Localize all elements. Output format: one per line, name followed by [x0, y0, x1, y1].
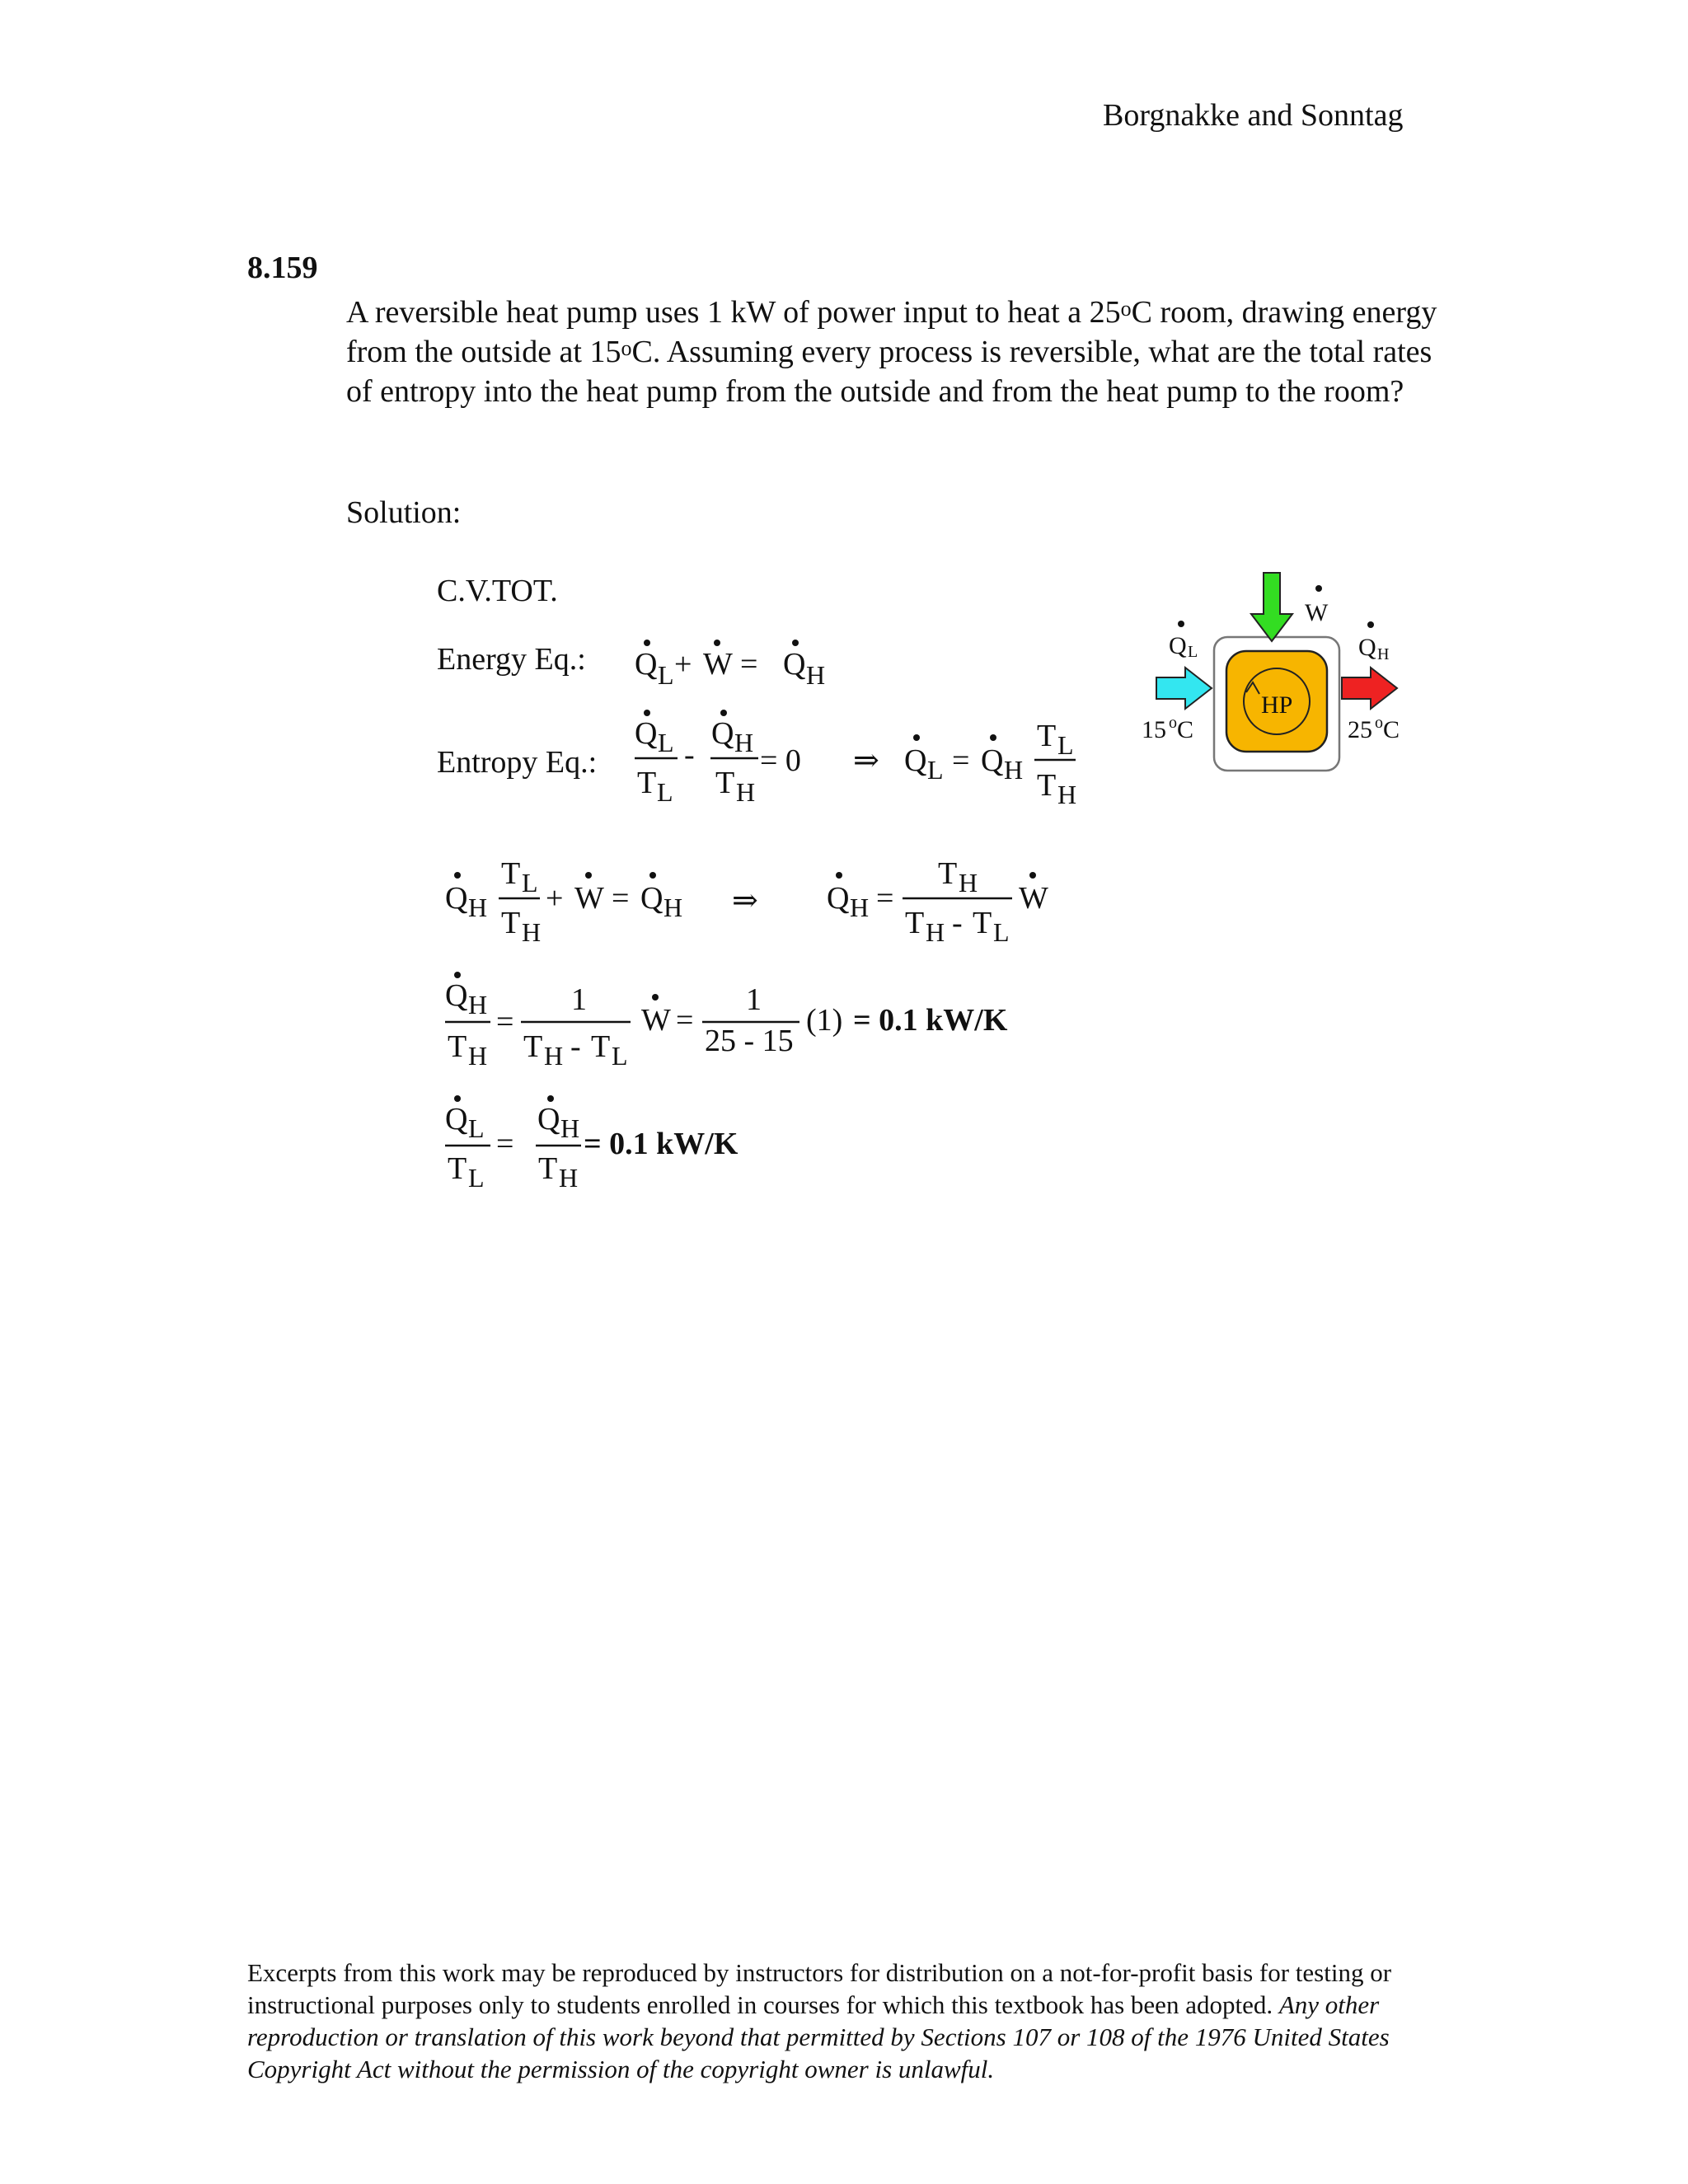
subscript-h: H	[926, 917, 945, 947]
numerator-one: 1	[746, 982, 762, 1017]
subscript-h: H	[560, 1113, 580, 1143]
equals-sign: =	[952, 743, 970, 778]
heat-low-arrow-icon	[1156, 668, 1212, 709]
hp-label: HP	[1261, 691, 1293, 719]
t-symbol: T	[523, 1029, 543, 1064]
equals-zero: = 0	[760, 743, 801, 778]
subscript-h: H	[468, 1041, 488, 1071]
problem-number: 8.159	[247, 251, 318, 285]
power-value: (1)	[806, 1003, 843, 1038]
subscript-h: H	[522, 917, 542, 947]
qh-subscript: H	[1377, 645, 1390, 663]
equals-sign: =	[676, 1003, 694, 1038]
q-symbol: Q	[537, 1102, 560, 1137]
problem-text-3: C. Assuming every process is reversible, what are the total rates of entropy into the heat pump from the outside and from the heat pump to the room?	[346, 335, 1432, 409]
equals-sign: =	[612, 881, 630, 916]
t-symbol: T	[501, 856, 521, 891]
implies-arrow: ⇒	[853, 743, 879, 778]
t-symbol: T	[905, 906, 925, 940]
entropy-equation	[635, 710, 1076, 809]
w-symbol: W	[703, 647, 733, 682]
result-entropy-rate-equality: = 0.1 kW/K	[584, 1127, 738, 1161]
heat-pump-diagram	[1142, 573, 1400, 771]
subscript-l: L	[658, 728, 674, 757]
subscript-h: H	[663, 893, 683, 922]
footer-plain-text: Excerpts from this work may be reproduced by instructors for distribution on a not-for-profit basis for testing or instructional purposes only to students enrolled in courses for which this textbook has been adopted.	[247, 1958, 1392, 2019]
q-symbol: Q	[827, 881, 850, 916]
q-symbol: Q	[445, 978, 468, 1013]
denominator-difference: 25 - 15	[705, 1024, 794, 1058]
t-symbol: T	[501, 906, 521, 940]
implies-arrow: ⇒	[732, 883, 758, 918]
subscript-h: H	[734, 728, 754, 757]
problem-text-2: C room, drawing energy from the outside at 15	[346, 295, 1437, 369]
subscript-h: H	[468, 990, 488, 1019]
degree-symbol: o	[1375, 714, 1383, 732]
subscript-h: H	[736, 777, 756, 807]
equals-sign: =	[876, 881, 894, 916]
t-symbol: T	[938, 856, 958, 891]
subscript-h: H	[959, 868, 978, 898]
subscript-l: L	[927, 755, 944, 785]
t-symbol: T	[448, 1029, 467, 1064]
energy-equation-label: Energy Eq.:	[437, 642, 586, 677]
degree-superscript: o	[621, 336, 632, 360]
control-volume-label: C.V.TOT.	[437, 574, 558, 608]
w-symbol: W	[574, 881, 604, 916]
q-symbol: Q	[445, 1102, 468, 1137]
degree-symbol: o	[1169, 714, 1177, 732]
w-symbol: W	[1019, 881, 1048, 916]
heat-high-arrow-icon	[1342, 668, 1397, 709]
q-symbol: Q	[783, 647, 806, 682]
plus-sign: +	[674, 647, 692, 682]
q-symbol: Q	[635, 716, 658, 751]
entropy-rate-high-equation	[445, 972, 1008, 1071]
qh-label: Q	[1358, 634, 1376, 661]
subscript-h: H	[806, 660, 826, 690]
numerator-one: 1	[571, 982, 587, 1017]
footer-italic-text: Any other reproduction or translation of this work beyond that permitted by Sections 107 or 108 of the 1976 United States Copyright Act without the permission of the copyright owner is unlawful.	[247, 1990, 1390, 2083]
subscript-h: H	[559, 1163, 579, 1193]
q-symbol: Q	[445, 881, 468, 916]
solution-label: Solution:	[346, 495, 462, 530]
plus-sign: +	[546, 881, 564, 916]
subscript-l: L	[612, 1041, 628, 1071]
subscript-l: L	[657, 777, 673, 807]
ql-label: Q	[1169, 632, 1187, 659]
subscript-l: L	[658, 660, 674, 690]
celsius-unit: C	[1177, 716, 1194, 743]
subscript-h: H	[1004, 755, 1024, 785]
entropy-equation-label: Entropy Eq.:	[437, 745, 598, 780]
subscript-h: H	[544, 1041, 564, 1071]
subscript-l: L	[468, 1163, 485, 1193]
entropy-rate-equality	[445, 1095, 738, 1193]
subscript-l: L	[993, 917, 1010, 947]
equals-sign: =	[740, 647, 758, 682]
subscript-l: L	[1057, 730, 1074, 760]
equals-sign: =	[496, 1005, 514, 1039]
high-temperature-value: 25	[1348, 716, 1372, 743]
subscript-h: H	[850, 893, 870, 922]
t-symbol: T	[1037, 768, 1057, 803]
w-symbol: W	[641, 1003, 671, 1038]
heat-rate-equation	[445, 856, 1048, 947]
subscript-h: H	[468, 893, 488, 922]
work-arrow-icon	[1251, 573, 1292, 641]
ql-subscript: L	[1188, 643, 1198, 661]
t-symbol: T	[448, 1151, 467, 1186]
q-symbol: Q	[904, 743, 927, 778]
subscript-l: L	[522, 868, 538, 898]
work-label: W	[1305, 599, 1329, 626]
t-symbol: T	[973, 906, 992, 940]
minus-sign: -	[570, 1029, 581, 1064]
degree-superscript: o	[1120, 297, 1132, 321]
copyright-footer	[247, 1957, 1442, 2085]
q-symbol: Q	[640, 881, 663, 916]
t-symbol: T	[591, 1029, 611, 1064]
header-author: Borgnakke and Sonntag	[1103, 98, 1404, 133]
t-symbol: T	[637, 766, 657, 800]
subscript-l: L	[468, 1113, 485, 1143]
celsius-unit: C	[1383, 716, 1400, 743]
minus-sign: -	[684, 738, 695, 772]
t-symbol: T	[538, 1151, 558, 1186]
t-symbol: T	[715, 766, 735, 800]
equals-sign: =	[496, 1127, 514, 1161]
q-symbol: Q	[711, 716, 734, 751]
low-temperature-value: 15	[1142, 716, 1166, 743]
problem-text-1: A reversible heat pump uses 1 kW of power input to heat a 25	[346, 295, 1121, 330]
result-entropy-rate-high: = 0.1 kW/K	[853, 1003, 1008, 1038]
energy-equation	[635, 640, 825, 690]
subscript-h: H	[1057, 780, 1077, 809]
q-symbol: Q	[635, 647, 658, 682]
minus-sign: -	[952, 906, 963, 940]
q-symbol: Q	[981, 743, 1004, 778]
t-symbol: T	[1037, 719, 1057, 753]
